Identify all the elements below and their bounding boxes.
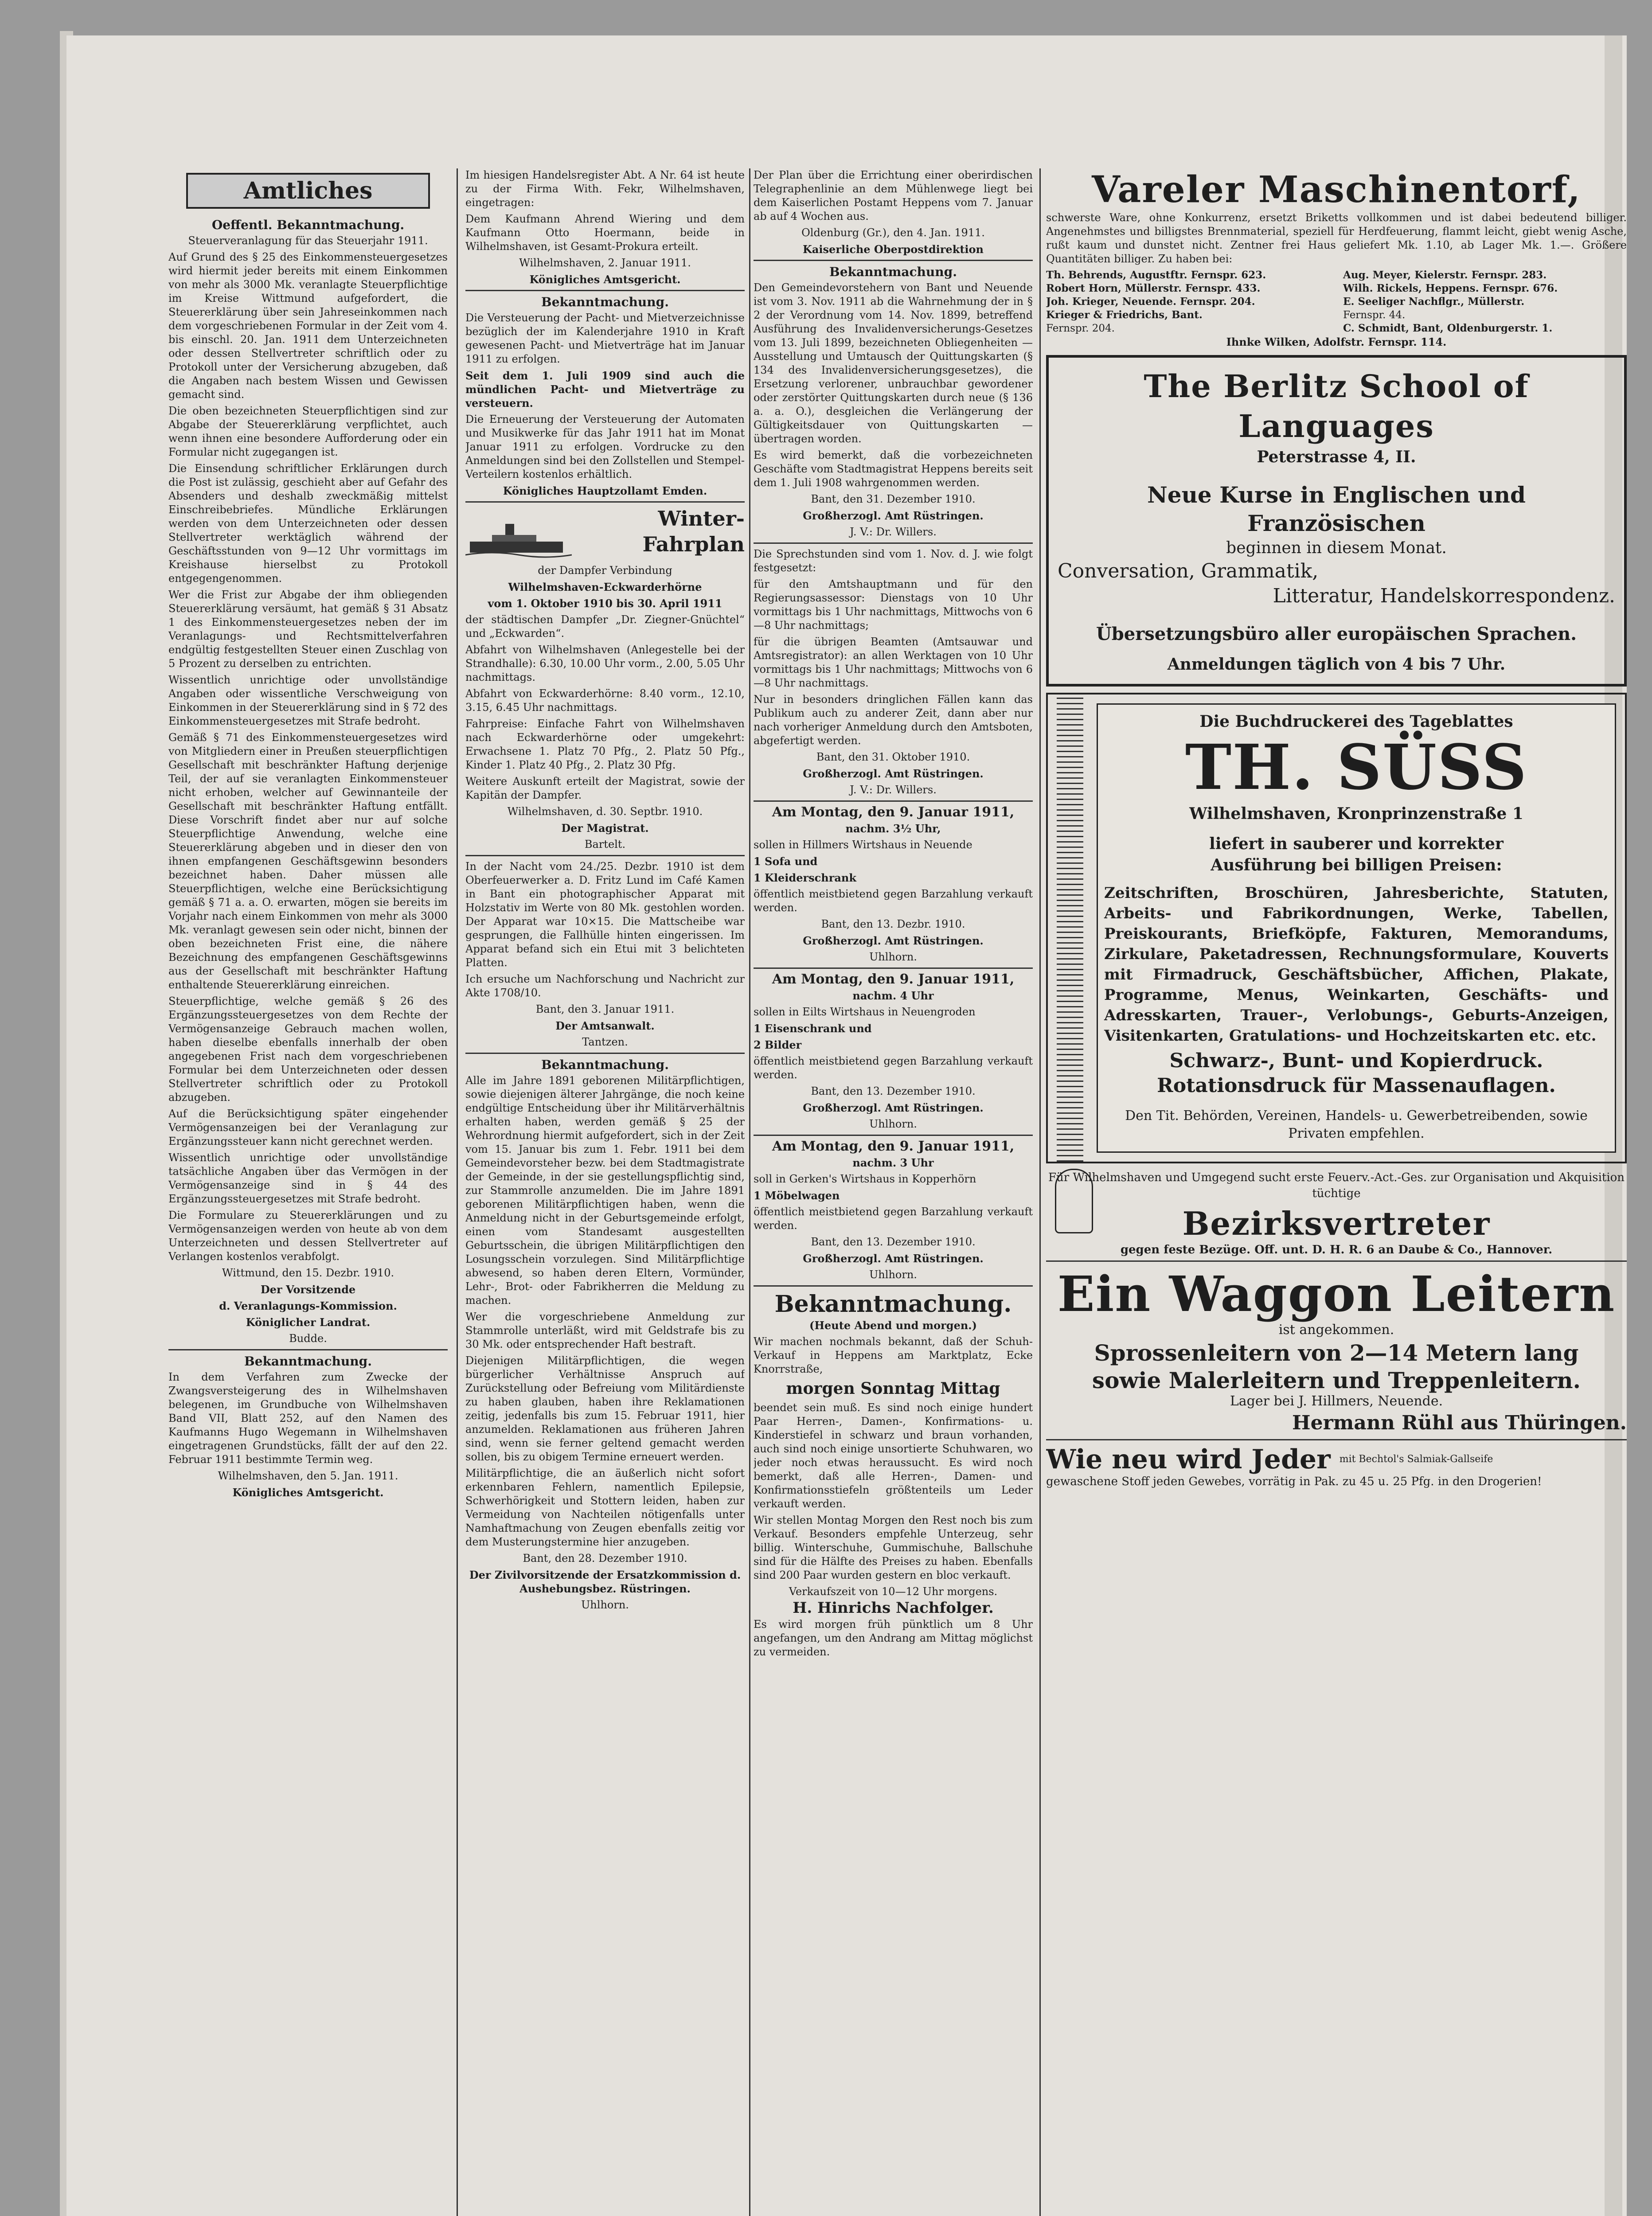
date-line: Oldenburg (Gr.), den 4. Jan. 1911. — [801, 226, 985, 239]
leitern-ad-title: Ein Waggon Leitern — [1057, 1265, 1616, 1323]
divider — [1046, 1260, 1627, 1262]
divider — [754, 260, 1033, 261]
seife-ad-brand: mit Bechtol's Salmiak-Gallseife — [1339, 1454, 1493, 1465]
dealer: Joh. Krieger, Neuende. Fernspr. 204. — [1046, 296, 1255, 308]
column-1 — [168, 168, 448, 2216]
paragraph: sollen in Hillmers Wirtshaus in Neuende — [754, 839, 972, 851]
notice-heading: Bekanntmachung. — [541, 295, 669, 309]
paragraph: Auf die Berücksichtigung später eingehender Vermögensanzeigen bei der Veranlagung zur Ergänzungssteuer kann nicht gerechnet werden. — [168, 1108, 448, 1147]
sale-signature: H. Hinrichs Nachfolger. — [793, 1599, 994, 1617]
auction-item: 1 Eisenschrank und — [754, 1022, 872, 1035]
berlitz-start: beginnen in diesem Monat. — [1226, 539, 1447, 557]
paragraph: Im hiesigen Handelsregister Abt. A Nr. 64 ist heute zu der Firma With. Fekr, Wilhelmshaven, eingetragen: — [465, 169, 745, 209]
paragraph: In dem Verfahren zum Zwecke der Zwangsversteigerung des in Wilhelmshaven belegenen, im Grundbuche von Wilhelmshaven Band VII, Blatt 252, auf den Namen des Kaufmanns Hugo Wegemann in Wilhelmshaven eingetragenen Grundstücks, fällt der auf den 22. Februar 1911 bestimmte Termin weg. — [168, 1371, 448, 1466]
paragraph: Wir stellen Montag Morgen den Rest noch bis zum Verkauf. Besonders empfehle Unterzeug, sehr billig. Winterschuhe, Gummischuhe, Ballschuhe sind für die Hälfte des Preises zu haben. Ebenfalls sind 200 Paar wurden gestern en bloc verkauft. — [754, 1514, 1033, 1581]
leitern-ad-seller: Hermann Rühl aus Thüringen. — [1292, 1412, 1627, 1434]
dealer: Aug. Meyer, Kielerstr. Fernspr. 283. — [1343, 269, 1547, 281]
suss-address: Wilhelmshaven, Kronprinzenstraße 1 — [1189, 804, 1523, 823]
leitern-ad-sub: ist angekommen. — [1278, 1322, 1394, 1338]
dealer: Fernspr. 44. — [1343, 309, 1406, 321]
leitern-ad-line-2: sowie Malerleitern und Treppenleitern. — [1092, 1367, 1581, 1393]
auction-date: Am Montag, den 9. Januar 1911, — [772, 804, 1015, 820]
fahrplan-title-2: Fahrplan — [642, 532, 745, 556]
decorative-stripe — [1057, 694, 1083, 1162]
vareler-ad-dealers — [1046, 269, 1627, 335]
paragraph: Seit dem 1. Juli 1909 sind auch die mündlichen Pacht- und Mietverträge zu versteuern. — [465, 369, 745, 410]
signature: Königliches Amtsgericht. — [232, 1486, 384, 1499]
date-line: Bant, den 3. Januar 1911. — [535, 1003, 675, 1015]
route-name: Wilhelmshaven-Eckwarderhörne — [508, 581, 702, 593]
date-line: Bant, den 31. Dezember 1910. — [811, 493, 976, 505]
notice-heading: Bekanntmachung. — [829, 265, 957, 279]
signature: Großherzogl. Amt Rüstringen. — [803, 509, 984, 522]
paragraph: Ich ersuche um Nachforschung und Nachricht zur Akte 1708/10. — [465, 973, 745, 999]
date-line: Bant, den 31. Oktober 1910. — [816, 751, 970, 763]
paragraph: öffentlich meistbietend gegen Barzahlung verkauft werden. — [754, 1055, 1033, 1081]
auction-item: 1 Kleiderschrank — [754, 871, 856, 884]
sale-subheading: (Heute Abend und morgen.) — [809, 1319, 977, 1332]
signature: Kaiserliche Oberpostdirektion — [803, 243, 984, 256]
suss-recommendation: Den Tit. Behörden, Vereinen, Handels- u. Gewerbetreibenden, sowie Privaten empfehlen. — [1125, 1108, 1588, 1141]
auction-time: nachm. 3 Uhr — [852, 1156, 934, 1169]
steamer-header — [465, 506, 745, 564]
paragraph: Die Versteuerung der Pacht- und Mietverzeichnisse bezüglich der im Kalenderjahre 1910 in Kraft gewesenen Pacht- und Mietverträge hat im Januar 1911 zu erfolgen. — [465, 312, 745, 365]
paragraph: Dem Kaufmann Ahrend Wiering und dem Kaufmann Otto Hoermann, beide in Wilhelmshaven, ist Gesamt-Prokura erteilt. — [465, 213, 745, 253]
date-line: Bant, den 13. Dezember 1910. — [811, 1085, 976, 1097]
divider — [754, 1135, 1033, 1136]
suss-name: TH. SÜSS — [1185, 731, 1528, 804]
paragraph: Die Sprechstunden sind vom 1. Nov. d. J. wie folgt festgesetzt: — [754, 548, 1033, 574]
dealer: C. Schmidt, Bant, Oldenburgerstr. 1. — [1343, 322, 1553, 334]
paragraph: für die übrigen Beamten (Amtsauwar und Amtsregistrator): an allen Werktagen von 10 Uhr vormittags bis 1 Uhr nachmittags; Mittwochs von 6—8 Uhr nachmittags. — [754, 636, 1033, 689]
vareler-ad-title: Vareler Maschinentorf, — [1092, 168, 1581, 211]
signature: Der Magistrat. — [561, 822, 649, 835]
signature: Budde. — [289, 1332, 327, 1345]
auction-time: nachm. 3½ Uhr, — [845, 822, 941, 835]
auction-item: 2 Bilder — [754, 1038, 802, 1051]
divider — [465, 290, 745, 291]
divider — [168, 1349, 448, 1350]
date-line: Bant, den 13. Dezbr. 1910. — [821, 918, 965, 930]
suss-product-list: Zeitschriften, Broschüren, Jahresberichte, Statuten, Arbeits- und Fabrikordnungen, Werke, Tabellen, Preiskourants, Briefköpfe, Fakturen, Memorandums, Zirkulare, Paketadressen, Rechnungsformulare, Kouverts mit Firmadruck, Geschäftsbücher, Affichen, Plakate, Programme, Menus, Weinkarten, Geschäfts- und Adresskarten, Trauer-, Verlobungs-, Geburts-Anzeigen, Visitenkarten, Gratulations- und Hochzeitskarten etc. etc. — [1104, 884, 1609, 1045]
paragraph: Die Formulare zu Steuererklärungen und zu Vermögensanzeigen werden von heute ab von dem Unterzeichneten und dessen Stellvertreter auf Verlangen kostenlos verabfolgt. — [168, 1209, 448, 1263]
paragraph: Wir machen nochmals bekannt, daß der Schuh-Verkauf in Heppens am Marktplatz, Ecke Knorrstraße, — [754, 1335, 1033, 1375]
notice-heading: Bekanntmachung. — [244, 1354, 372, 1369]
paragraph: Wissentlich unrichtige oder unvollständige tatsächliche Angaben über das Vermögen in der Vermögensanzeige sind in § 44 des Ergänzungssteuergesetzes mit Strafe bedroht. — [168, 1151, 448, 1205]
divider — [465, 1053, 745, 1054]
vertreter-ad-text: gegen feste Bezüge. Off. unt. D. H. R. 6 an Daube & Co., Hannover. — [1120, 1243, 1553, 1256]
sale-date: morgen Sonntag Mittag — [786, 1379, 1000, 1398]
divider — [465, 501, 745, 503]
paragraph: Der Plan über die Errichtung einer oberirdischen Telegraphenlinie an dem Mühlenwege liegt bei dem Kaiserlichen Postamt Heppens vom 7. Januar ab auf 4 Wochen aus. — [754, 169, 1033, 222]
column-3 — [754, 168, 1033, 2216]
paragraph: In der Nacht vom 24./25. Dezbr. 1910 ist dem Oberfeuerwerker a. D. Fritz Lund im Café Kamen in Bant ein photographischer Apparat mit Holzstativ im Werte von 80 Mk. gestohlen worden. Der Apparat war 10×15. Die Mattscheibe war gesprungen, die Fallhülle hinten eingerissen. Im Apparat befand sich ein Etui mit 3 belichteten Platten. — [465, 860, 745, 969]
paragraph: Weitere Auskunft erteilt der Magistrat, sowie der Kapitän der Dampfer. — [465, 775, 745, 801]
berlitz-topics-1: Conversation, Grammatik, — [1058, 560, 1319, 582]
column-rule — [1039, 168, 1041, 2216]
berlitz-title: The Berlitz School of Languages — [1144, 368, 1529, 445]
sale-heading: Bekanntmachung. — [774, 1291, 1012, 1318]
divider — [754, 800, 1033, 802]
paragraph: Steuerpflichtige, welche gemäß § 26 des Ergänzungssteuergesetzes von dem Rechte der Vermögensanzeige Gebrauch machen wollen, haben dieselbe ebenfalls innerhalb der oben angegebenen Frist nach dem vorgeschriebenen Formular bei dem Unterzeichneten oder dessen Stellvertreter schriftlich oder zu Protokoll abzugeben. — [168, 995, 448, 1104]
paragraph: Die Einsendung schriftlicher Erklärungen durch die Post ist zulässig, geschieht aber auf Gefahr des Absenders und deshalb zweckmäßig mittelst Einschreibebriefes. Mündliche Erklärungen werden von dem Unterzeichneten oder dessen Stellvertreter werktäglich während der Geschäftsstunden von 9—12 Uhr vormittags im Kreishause hierselbst zu Protokoll entgegengenommen. — [168, 462, 448, 585]
paragraph: Den Gemeindevorstehern von Bant und Neuende ist vom 3. Nov. 1911 ab die Wahrnehmung der in § 2 der Verordnung vom 14. Nov. 1899, betreffend Ausführung des Invalidenversicherungs-Gesetzes vom 13. Juli 1899, bezeichneten Obliegenheiten — Ausstellung und Umtausch der Quittungskarten (§ 134 des Invalidenversicherungsgesetzes), die Ersetzung verlorener, unbrauchbar gewordener oder zerstörter Quittungskarten durch neue (§ 136 a. a. O.), desgleichen die Verlängerung der Gültigkeitsdauer von Quittungskarten — übertragen worden. — [754, 281, 1033, 445]
paragraph: Abfahrt von Eckwarderhörne: 8.40 vorm., 12.10, 3.15, 6.45 Uhr nachmittags. — [465, 687, 745, 714]
column-2 — [465, 168, 745, 2216]
signature: Bartelt. — [584, 838, 626, 851]
berlitz-courses: Neue Kurse in Englischen und Französischen — [1147, 482, 1526, 536]
paragraph: Es wird morgen früh pünktlich um 8 Uhr angefangen, um den Andrang am Mittag möglichst zu vermeiden. — [754, 1618, 1033, 1658]
divider — [754, 542, 1033, 544]
date-line: Bant, den 13. Dezember 1910. — [811, 1236, 976, 1248]
ads-column — [1046, 168, 1627, 2216]
paragraph: Alle im Jahre 1891 geborenen Militärpflichtigen, sowie diejenigen älterer Jahrgänge, die noch keine endgültige Entscheidung über ihr Militärverhältnis erhalten haben, werden gemäß § 25 der Wehrordnung hiermit aufgefordert, sich in der Zeit vom 15. Januar bis zum 1. Febr. 1911 bei dem Gemeindevorsteher bezw. bei dem Stadtmagistrate der Gemeinde, in der sie gestellungspflichtig sind, zur Stammrolle anzumelden. Die im Jahre 1891 geborenen Militärpflichtigen haben, wenn die Anmeldung nicht in der Geburtsgemeinde erfolgt, einen vom Standesamt ausgestellten Geburtsschein, die übrigen Militärpflichtigen den Losungsschein vorzulegen. Sind Militärpflichtige abwesend, so haben deren Eltern, Vormünder, Lehr-, Brot- oder Fabrikherren die Meldung zu machen. — [465, 1074, 745, 1307]
signature: Tantzen. — [582, 1036, 628, 1048]
paragraph: beendet sein muß. Es sind noch einige hundert Paar Herren-, Damen-, Konfirmations- u. Kinderstiefel in schwarz und braun vorhanden, auch sind noch einige unsortierte Schuhwaren, wo jeder noch etwas heraussucht. Es wird noch bemerkt, daß alle Herren-, Damen- und Konfirmationsstiefeln größtenteils um Leder verkauft werden. — [754, 1401, 1033, 1510]
berlitz-ad — [1046, 355, 1627, 687]
period: vom 1. Oktober 1910 bis 30. April 1911 — [488, 597, 723, 610]
dealer: E. Seeliger Nachflgr., Müllerstr. — [1343, 296, 1525, 308]
signature: Der Amtsanwalt. — [555, 1019, 655, 1032]
paragraph: Militärpflichtige, die an äußerlich nicht sofort erkennbaren Fehlern, namentlich Epilepsie, Schwerhörigkeit und Stottern leiden, haben zur Vermeidung von Nachteilen nötigenfalls unter Namhaftmachung von Zeugen ebenfalls zeitig vor dem Musterungstermine hier anzugeben. — [465, 1467, 745, 1548]
paragraph: Die Erneuerung der Versteuerung der Automaten und Musikwerke für das Jahr 1911 hat im Monat Januar 1911 zu erfolgen. Vordrucke zu den Anmeldungen sind bei den Zollstellen und Stempel-Verteilern kostenlos erhältlich. — [465, 413, 745, 480]
signature: Großherzogl. Amt Rüstringen. — [803, 934, 984, 947]
paragraph: Auf Grund des § 25 des Einkommensteuergesetzes wird hiermit jeder bereits mit einem Einkommen von mehr als 3000 Mk. veranlagte Steuerpflichtige im Kreise Wittmund aufgefordert, die Steuererklärung über sein Jahreseinkommen nach dem vorgeschriebenen Formular in der Zeit vom 4. bis einschl. 20. Jan. 1911 dem Unterzeichneten oder dessen Stellvertreter schriftlich oder zu Protokoll unter der Versicherung abzugeben, daß die Angaben nach bestem Wissen und Gewissen gemacht sind. — [168, 251, 448, 401]
signature: Der Vorsitzende — [260, 1283, 356, 1296]
date-line: Bant, den 28. Dezember 1910. — [523, 1552, 687, 1564]
paragraph: öffentlich meistbietend gegen Barzahlung verkauft werden. — [754, 1206, 1033, 1232]
amtliches-badge: Amtliches — [186, 173, 430, 209]
signature: Großherzogl. Amt Rüstringen. — [803, 1252, 984, 1265]
notice-heading: Oeffentl. Bekanntmachung. — [211, 218, 405, 232]
signature: Großherzogl. Amt Rüstringen. — [803, 1101, 984, 1114]
paragraph: sollen in Eilts Wirtshaus in Neuengroden — [754, 1006, 976, 1018]
suss-print-2: Rotationsdruck für Massenauflagen. — [1157, 1074, 1556, 1097]
suss-offer-1: liefert in sauberer und korrekter — [1209, 835, 1504, 853]
divider — [754, 968, 1033, 969]
auction-date: Am Montag, den 9. Januar 1911, — [772, 1139, 1015, 1154]
signature: J. V.: Dr. Willers. — [850, 526, 937, 538]
berlitz-address: Peterstrasse 4, II. — [1257, 448, 1416, 466]
divider — [1046, 1439, 1627, 1440]
signature: d. Veranlagungs-Kommission. — [219, 1299, 397, 1312]
dealer: Fernspr. 204. — [1046, 323, 1115, 334]
signature: Großherzogl. Amt Rüstringen. — [803, 767, 984, 780]
divider — [754, 1285, 1033, 1287]
dealer: Th. Behrends, Augustftr. Fernspr. 623. — [1046, 269, 1266, 281]
signature: Königlicher Landrat. — [246, 1316, 371, 1329]
paragraph: Diejenigen Militärpflichtigen, die wegen bürgerlicher Verhältnisse Anspruch auf Zurückstellung oder Befreiung vom Militärdienste zu haben glauben, haben ihre Reklamationen zeitig, jedenfalls bis zum 15. Februar 1911, hier anzumelden. Reklamationen aus früheren Jahren sind, wenn sie ferner geltend gemacht werden sollen, bis zu obigem Termine erneuert werden. — [465, 1354, 745, 1463]
date-line: Wilhelmshaven, 2. Januar 1911. — [519, 257, 691, 269]
auction-item: 1 Möbelwagen — [754, 1189, 840, 1202]
date-line: Wittmund, den 15. Dezbr. 1910. — [222, 1267, 394, 1279]
date-line: Wilhelmshaven, den 5. Jan. 1911. — [218, 1470, 398, 1482]
suss-ad-inner — [1097, 703, 1616, 1153]
dealer: Wilh. Rickels, Heppens. Fernspr. 676. — [1343, 282, 1558, 294]
berlitz-topics-2: Litteratur, Handelskorrespondenz. — [1273, 585, 1615, 607]
paragraph: Abfahrt von Wilhelmshaven (Anlegestelle bei der Strandhalle): 6.30, 10.00 Uhr vorm., 2.00, 5.05 Uhr nachmittags. — [465, 644, 745, 683]
berlitz-hours: Anmeldungen täglich von 4 bis 7 Uhr. — [1167, 655, 1506, 674]
steamship-icon — [465, 511, 572, 564]
notice-heading: Bekanntmachung. — [541, 1057, 669, 1072]
paragraph: Wer die vorgeschriebene Anmeldung zur Stammrolle unterläßt, wird mit Geldstrafe bis zu 30 Mk. oder entsprechender Haft bestraft. — [465, 1311, 745, 1350]
signature: Uhlhorn. — [869, 1118, 917, 1130]
dealer: Krieger & Friedrichs, Bant. — [1046, 309, 1203, 321]
divider — [465, 855, 745, 856]
column-rule — [749, 168, 750, 2216]
dealer: Ihnke Wilken, Adolfstr. Fernspr. 114. — [1226, 336, 1447, 348]
paragraph: Es wird bemerkt, daß die vorbezeichneten Geschäfte vom Stadtmagistrat Heppens bereits seit dem 1. Juli 1908 wahrgenommen werden. — [754, 449, 1033, 489]
signature: Uhlhorn. — [581, 1599, 629, 1611]
auction-date: Am Montag, den 9. Januar 1911, — [772, 971, 1015, 987]
paragraph: der städtischen Dampfer „Dr. Ziegner-Gnüchtel“ und „Eckwarden“. — [465, 613, 745, 640]
fahrplan-title-1: Winter- — [658, 507, 745, 531]
paragraph: Die oben bezeichneten Steuerpflichtigen sind zur Abgabe der Steuererklärung verpflichtet, auch wenn ihnen eine besondere Aufforderung oder ein Formular nicht zugegangen ist. — [168, 405, 448, 458]
seife-ad-text: gewaschene Stoff jeden Gewebes, vorrätig in Pak. zu 45 u. 25 Pfg. in den Drogerien! — [1046, 1475, 1542, 1488]
dealer: Robert Horn, Müllerstr. Fernspr. 433. — [1046, 282, 1261, 294]
vertreter-ad-title: Bezirksvertreter — [1182, 1205, 1491, 1242]
vareler-ad-text: schwerste Ware, ohne Konkurrenz, ersetzt Briketts vollkommen und ist dabei bedeutend billiger. Angenehmstes und billigstes Brennmaterial, speziell für Herdfeuerung, flammt leicht, giebt wenig Asche, rußt kaum und dunstet nicht. Zentner frei Haus geliefert Mk. 1.10, ab Lager Mk. 1.—. Größere Quantitäten billiger. Zu haben bei: — [1046, 211, 1627, 265]
leitern-ad-line-1: Sprossenleitern von 2—14 Metern lang — [1094, 1340, 1579, 1366]
paragraph: Verkaufszeit von 10—12 Uhr morgens. — [789, 1585, 998, 1598]
paragraph: soll in Gerken's Wirtshaus in Kopperhörn — [754, 1173, 976, 1185]
auction-item: 1 Sofa und — [754, 855, 818, 868]
paragraph: Fahrpreise: Einfache Fahrt von Wilhelmshaven nach Eckwarderhörne oder umgekehrt: Erwachsene 1. Platz 70 Pfg., 2. Platz 50 Pfg., Kinder 1. Platz 40 Pfg., 2. Platz 30 Pfg. — [465, 718, 745, 771]
paragraph: Wer die Frist zur Abgabe der ihm obliegenden Steuererklärung versäumt, hat gemäß § 31 Absatz 1 des Einkommensteuergesetzes neben der im Veranlagungs- und Rechtsmittelverfahren endgültig festgestellten Steuer einen Zuschlag von 5 Prozent zu derselben zu entrichten. — [168, 589, 448, 670]
notice-subheading: Steuerveranlagung für das Steuerjahr 1911. — [188, 234, 428, 247]
signature: Uhlhorn. — [869, 1268, 917, 1281]
leitern-ad-store: Lager bei J. Hillmers, Neuende. — [1230, 1393, 1443, 1409]
paragraph: Nur in besonders dringlichen Fällen kann das Publikum auch zu anderer Zeit, dann aber nur nach vorheriger Anmeldung durch den Amtsboten, abgefertigt werden. — [754, 693, 1033, 747]
suss-intro: Die Buchdruckerei des Tageblattes — [1199, 712, 1513, 731]
signature: J. V.: Dr. Willers. — [850, 784, 937, 796]
paragraph: Gemäß § 71 des Einkommensteuergesetzes wird von Mitgliedern einer in Preußen steuerpflichtigen Gesellschaft mit beschränkter Haftung derjenige Teil, der auf sie veranlagten Einkommensteuer nicht erhoben, welcher auf Gewinnanteile der Gesellschaft mit beschränkter Haftung entfällt. Diese Vorschrift findet aber nur auf solche Steuerpflichtige Anwendung, welche eine Steuererklärung abgeben und in dieser den von ihnen empfangenen Geschäftsgewinn besonders bezeichnet haben. Daher müssen alle Steuerpflichtigen, welche eine Berücksichtigung gemäß § 71 a. a. O. erwarten, mögen sie bereits im Vorjahr nach einem Einkommen von mehr als 3000 Mk. veranlagt gewesen sein oder nicht, binnen der oben bezeichneten Frist eine, die nähere Bezeichnung des empfangenen Geschäftsgewinns aus der Gesellschaft mit beschränkter Haftung enthaltende Steuererklärung einreichen. — [168, 731, 448, 991]
paragraph: für den Amtshauptmann und für den Regierungsassessor: Dienstags von 10 Uhr vormittags bis 1 Uhr nachmittags, Mittwochs von 6—8 Uhr nachmittags; — [754, 578, 1033, 632]
berlitz-translation: Übersetzungsbüro aller europäischen Sprachen. — [1096, 624, 1577, 644]
suss-print-1: Schwarz-, Bunt- und Kopierdruck. — [1169, 1049, 1543, 1072]
seife-ad — [1046, 1444, 1627, 1475]
seife-ad-title: Wie neu wird Jeder — [1046, 1444, 1331, 1475]
signature: Der Zivilvorsitzende der Ersatzkommission d. Aushebungsbez. Rüstringen. — [469, 1568, 741, 1595]
signature: Uhlhorn. — [869, 951, 917, 963]
signature: Königliches Amtsgericht. — [529, 273, 681, 286]
suss-ad — [1046, 693, 1627, 1163]
paragraph: öffentlich meistbietend gegen Barzahlung verkauft werden. — [754, 888, 1033, 914]
suss-offer-2: Ausführung bei billigen Preisen: — [1211, 856, 1502, 874]
date-line: Wilhelmshaven, d. 30. Septbr. 1910. — [507, 805, 703, 818]
signature: Königliches Hauptzollamt Emden. — [503, 484, 707, 497]
paragraph: Wissentlich unrichtige oder unvollständige Angaben oder wissentliche Verschweigung von Einkommen in der Steuererklärung sind in § 72 des Einkommensteuergesetzes mit Strafe bedroht. — [168, 674, 448, 727]
vertreter-ad-intro: Für Wilhelmshaven und Umgegend sucht erste Feuerv.-Act.-Ges. zur Organisation und Akquisition tüchtige — [1048, 1171, 1625, 1200]
column-rule — [457, 168, 458, 2216]
paragraph: der Dampfer Verbindung — [538, 564, 672, 577]
auction-time: nachm. 4 Uhr — [852, 989, 934, 1002]
coat-of-arms-icon — [1055, 1169, 1093, 1233]
